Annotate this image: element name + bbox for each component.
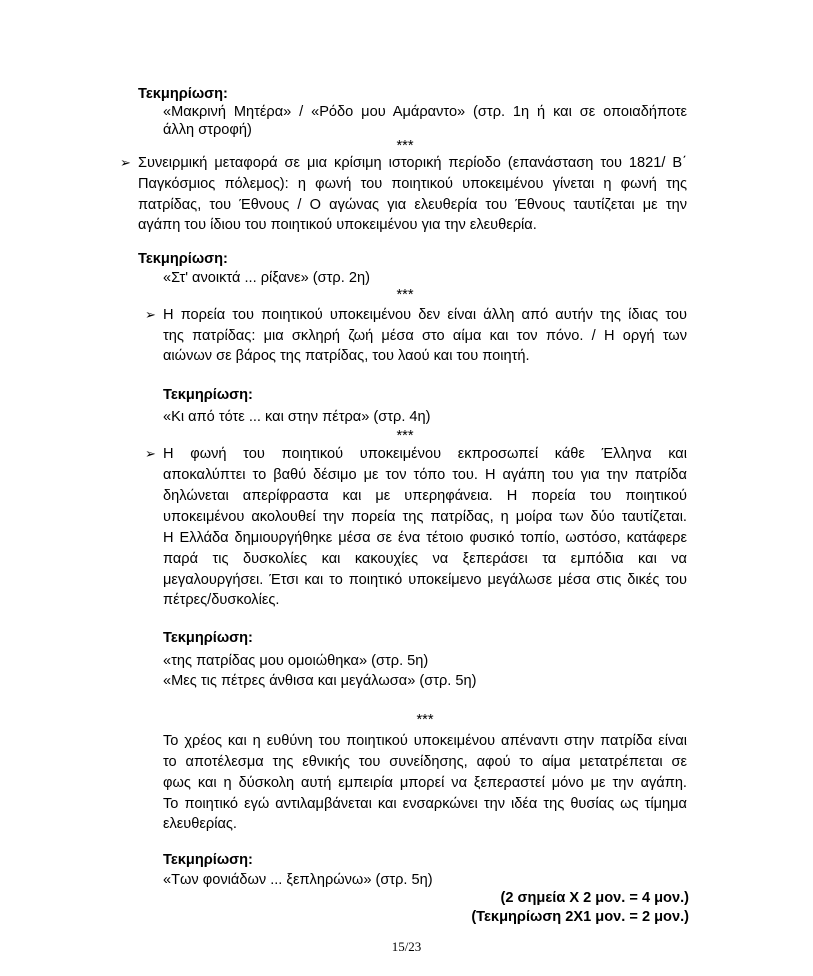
evidence-heading: Τεκμηρίωση: bbox=[163, 852, 253, 868]
separator: *** bbox=[396, 428, 414, 444]
evidence-heading: Τεκμηρίωση: bbox=[138, 86, 228, 102]
paragraph-line: Το ποιητικό εγώ αντιλαμβάνεται και ενσαρκώνει την ιδέα της θυσίας ως τίμημα bbox=[163, 796, 687, 812]
paragraph-line: Η πορεία του ποιητικού υποκειμένου δεν είναι άλλη από αυτήν της ίδιας του bbox=[163, 307, 687, 323]
bullet-arrow-icon: ➢ bbox=[145, 307, 156, 322]
paragraph-line: αποκαλύπτει το βαθύ δέσιμο με τον τόπο του. Η αγάπη του για την πατρίδα bbox=[163, 467, 687, 483]
separator: *** bbox=[396, 138, 414, 154]
scoring-line: (2 σημεία Χ 2 μον. = 4 μον.) bbox=[500, 890, 689, 906]
evidence-quote: «της πατρίδας μου ομοιώθηκα» (στρ. 5η) bbox=[163, 653, 429, 669]
evidence-quote: άλλη στροφή) bbox=[163, 122, 252, 138]
bullet-arrow-icon: ➢ bbox=[120, 155, 131, 170]
evidence-heading: Τεκμηρίωση: bbox=[163, 630, 253, 646]
evidence-heading: Τεκμηρίωση: bbox=[138, 251, 228, 267]
evidence-heading: Τεκμηρίωση: bbox=[163, 387, 253, 403]
paragraph-line: παρά τις δυσκολίες και κακουχίες να ξεπεράσει τα εμπόδια και να bbox=[163, 551, 687, 567]
paragraph-line: φως και η δύσκολη αυτή εμπειρία μπορεί να ξεπεραστεί μόνο με την αγάπη. bbox=[163, 775, 687, 791]
separator: *** bbox=[396, 287, 414, 303]
page-number: 15/23 bbox=[391, 939, 422, 954]
paragraph-line: το αποτέλεσμα της εθνικής του συνείδησης, αφού το αίμα μετατρέπεται σε bbox=[163, 754, 687, 770]
paragraph-line: Η Ελλάδα δημιουργήθηκε μέσα σε ένα τέτοιο φυσικό τοπίο, ωστόσο, κατάφερε bbox=[163, 530, 687, 546]
paragraph-line: δηλώνεται απερίφραστα και με υπερηφάνεια. Η πορεία του ποιητικού bbox=[163, 488, 687, 504]
evidence-quote: «Κι από τότε ... και στην πέτρα» (στρ. 4η) bbox=[163, 409, 431, 425]
paragraph-line: της πατρίδας: μια σκληρή ζωή μέσα στο αίμα και τον πόνο. / Η οργή των bbox=[163, 328, 687, 344]
separator: *** bbox=[416, 712, 434, 728]
paragraph-line: ελευθερίας. bbox=[163, 816, 237, 832]
paragraph-line: αγάπη του ίδιου του ποιητικού υποκειμένου για την ελευθερία. bbox=[138, 217, 537, 233]
scoring-line: (Τεκμηρίωση 2Χ1 μον. = 2 μον.) bbox=[471, 909, 689, 925]
paragraph-line: αιώνων σε βάρος της πατρίδας, του λαού και του ποιητή. bbox=[163, 348, 530, 364]
evidence-quote: «Μακρινή Μητέρα» / «Ρόδο μου Αμάραντο» (στρ. 1η ή και σε οποιαδήποτε bbox=[163, 104, 687, 120]
paragraph-line: μεγαλουργήσει. Έτσι και το ποιητικό υποκείμενο μεγάλωσε μέσα στις δικές του bbox=[163, 572, 687, 588]
evidence-quote: «Μες τις πέτρες άνθισα και μεγάλωσα» (στρ. 5η) bbox=[163, 673, 477, 689]
evidence-quote: «Των φονιάδων ... ξεπληρώνω» (στρ. 5η) bbox=[163, 872, 433, 888]
paragraph-line: πατρίδας, του Έθνους / Ο αγώνας για ελευθερία του Έθνους ταυτίζεται με την bbox=[138, 197, 687, 213]
paragraph-line: Η φωνή του ποιητικού υποκειμένου εκπροσωπεί κάθε Έλληνα και bbox=[163, 446, 687, 462]
evidence-quote: «Στ' ανοικτά ... ρίξανε» (στρ. 2η) bbox=[163, 270, 370, 286]
bullet-arrow-icon: ➢ bbox=[145, 446, 156, 461]
paragraph-line: Συνειρμική μεταφορά σε μια κρίσιμη ιστορική περίοδο (επανάσταση του 1821/ Β΄ bbox=[138, 155, 687, 171]
paragraph-line: Το χρέος και η ευθύνη του ποιητικού υποκειμένου απέναντι στην πατρίδα είναι bbox=[163, 733, 687, 749]
paragraph-line: πέτρες/δυσκολίες. bbox=[163, 592, 280, 608]
paragraph-line: Παγκόσμιος πόλεμος): η φωνή του ποιητικού υποκειμένου γίνεται η φωνή της bbox=[138, 176, 687, 192]
paragraph-line: υποκειμένου ακολουθεί την πορεία της πατρίδας, η μοίρα των δύο ταυτίζεται. bbox=[163, 509, 687, 525]
